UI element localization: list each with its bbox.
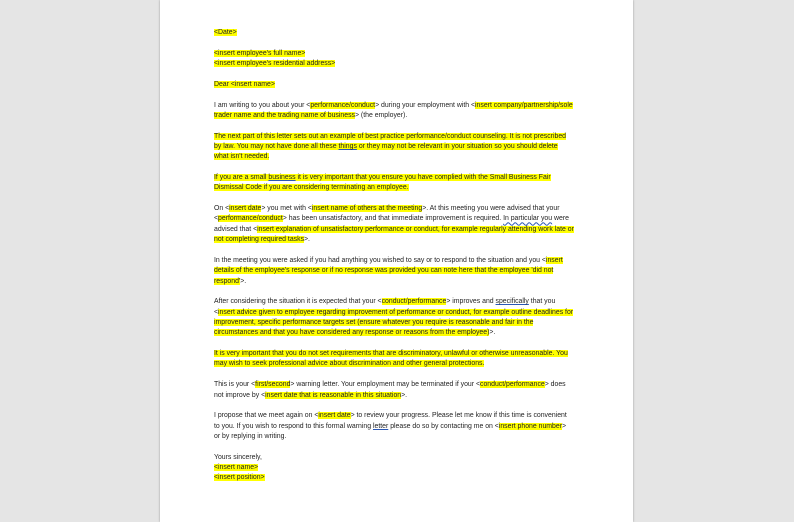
paragraph-intro: I am writing to you about your <performance/conduct> during your employment with <insert company/partnership/sole trader name and the trading name of business> (the employer). xyxy=(214,101,573,119)
salutation: Dear <insert name> xyxy=(214,80,275,88)
paragraph-next-meeting: I propose that we meet again on <insert date> to review your progress. Please let me know if this time is convenient to you. If you wish to respond to this formal warning letter please do so by contacting me on <insert phone number> or by replying in writing. xyxy=(214,412,567,440)
signature-position: <insert position> xyxy=(214,474,265,482)
paragraph-discrimination-note: It is very important that you do not set requirements that are discriminatory, unlawful or otherwise unreasonable. You may wish to seek professional advice about discrimination and other general protections. xyxy=(214,350,568,368)
employee-address-line: <insert employee's residential address> xyxy=(214,60,336,68)
paragraph-small-business-note: If you are a small business it is very important that you ensure you have complied with the Small Business Fair Dismissal Code if you are considering terminating an employee. xyxy=(214,174,551,192)
employee-name-line: <insert employee's full name> xyxy=(214,49,306,57)
signature-name: <insert name> xyxy=(214,464,259,471)
paragraph-meeting: On <insert date> you met with <insert name of others at the meeting>. At this meeting you were advised that your <performance/conduct> has been unsatisfactory, and that immediate improvement is required. In particular you were advised that <insert explanation of unsatisfactory performance or conduct, for example regularly attending work late or not completing required tasks>. xyxy=(214,205,574,244)
paragraph-response: In the meeting you were asked if you had anything you wished to say or to respond to the situation and you <insert details of the employee's response or if no response was provided you can note here that the employee 'did not respond'>. xyxy=(214,256,563,285)
paragraph-expectations: After considering the situation it is expected that your <conduct/performance> improves and specifically that you <insert advice given to employee regarding improvement of performance or conduct, for example outline deadlines for improvement, specific performance targets set (ensure whatever you require is reasonable and fair in the circumstances and that you have considered any response or reasons from the employee)>. xyxy=(214,298,574,337)
date-line: <Date> xyxy=(214,29,237,36)
closing: Yours sincerely, xyxy=(214,453,262,461)
document-page xyxy=(160,0,633,522)
paragraph-warning: This is your <first/second> warning letter. Your employment may be terminated if your <conduct/performance> does not improve by <insert date that is reasonable in this situation>. xyxy=(214,381,566,399)
letter-body xyxy=(214,28,574,484)
paragraph-best-practice-note: The next part of this letter sets out an example of best practice performance/conduct counseling. It is not prescribed by law. You may not have done all these things or they may not be relevant in your situation so you should delete what isn't needed. xyxy=(214,132,566,161)
